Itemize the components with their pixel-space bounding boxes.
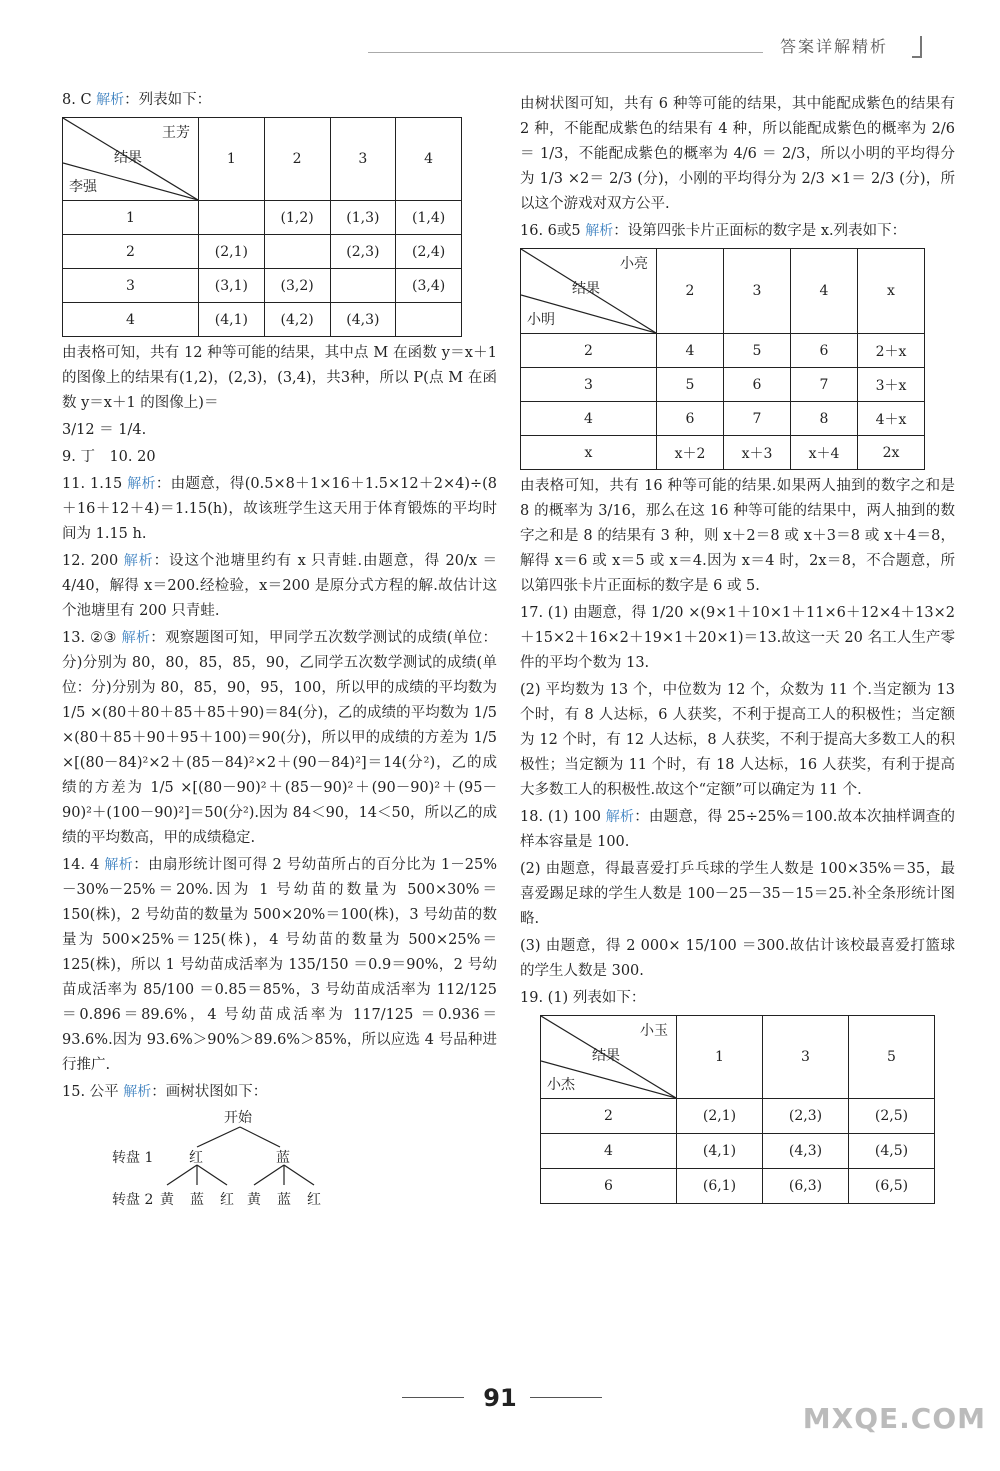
table-cell: (3,1) (199, 269, 265, 303)
table-row (521, 368, 925, 402)
tree-leaf: 蓝 (277, 1192, 291, 1208)
page-number: 91 (483, 1384, 517, 1412)
table-col-header-label: 王芳 (162, 125, 190, 141)
table-cell: (2,3) (330, 235, 396, 269)
table-cell: (3,4) (396, 269, 462, 303)
table-cell: (3,2) (264, 269, 330, 303)
q17-part1: 17. (1) 由题意，得 1/20 ×(9×1＋10×1＋11×6＋12×4＋13×2＋15×2＋16×2＋19×1＋20×1)＝13.故这一天 20 名工人生产零件的平均个数为 13. (520, 605, 955, 671)
tree-leaf: 黄 (160, 1192, 174, 1208)
footer-rule-right (530, 1397, 602, 1398)
table-cell: (1,3) (330, 201, 396, 235)
table-row (63, 201, 462, 235)
tree-leaf: 蓝 (190, 1192, 204, 1208)
header-rule (368, 52, 763, 53)
table-row (63, 235, 462, 269)
table-cell: (4,1) (677, 1134, 763, 1169)
q15-heading: 15. 公平 解析：画树状图如下： (62, 1084, 268, 1100)
q9-text: 9. 丁 10. 20 (62, 449, 156, 465)
table-cell: 2＋x (858, 334, 925, 368)
table-row-header: x (521, 436, 657, 470)
table-result-label: 结果 (114, 150, 142, 166)
table-col-header: 3 (763, 1016, 849, 1099)
q12-text: 12. 200 解析：设这个池塘里约有 x 只青蛙.由题意，得 20/x ＝ 4/40，解得 x＝200.经检验，x＝200 是原分式方程的解.故估计这个池塘里有 200 只青蛙. (62, 553, 498, 619)
table-cell: 2x (858, 436, 925, 470)
table-cell: (6,3) (763, 1169, 849, 1204)
tree-start: 开始 (224, 1110, 252, 1126)
table-result-label: 结果 (572, 281, 600, 297)
table-cell: x＋3 (724, 436, 791, 470)
q11-text: 11. 1.15 解析：由题意，得(0.5×8＋1×16＋1.5×12＋2×4)÷(8＋16＋12＋4)＝1.15(h)，故该班学生这天用于体育锻炼的平均时间为 1.15 h. (62, 476, 498, 542)
table-cell: (2,5) (849, 1099, 935, 1134)
q15-tree-diagram (62, 1107, 497, 1222)
q19-heading: 19. (1) 列表如下： (520, 990, 646, 1006)
q17-part2: (2) 平均数为 13 个，中位数为 12 个，众数为 11 个.当定额为 13 个时，有 8 人达标，6 人获奖，不利于提高工人的积极性；当定额为 12 个时，有 12 人达标，8 人获奖，不利于提高大多数工人的积极性；当定额为 11 个时，有 18 人达标，16 人获奖，有利于提高大多数工人的积极性.故这个“定额”可以确定为 11 个. (520, 682, 955, 798)
table-col-header: 3 (330, 118, 396, 201)
q16-table (520, 248, 925, 470)
watermark: MXQE.COM (802, 1402, 986, 1435)
table-col-header: 1 (677, 1016, 763, 1099)
table-row-header-label: 小杰 (547, 1077, 575, 1093)
q19-table (540, 1015, 935, 1204)
table-cell: 5 (724, 334, 791, 368)
diagonal-header-cell (541, 1016, 677, 1099)
tree-node-blue: 蓝 (276, 1150, 290, 1166)
diagonal-header-cell (63, 118, 199, 201)
right-column (520, 92, 955, 1208)
table-cell (396, 303, 462, 337)
table-row (521, 402, 925, 436)
table-row (521, 436, 925, 470)
table-row-header: 2 (63, 235, 199, 269)
table-row-header: 4 (63, 303, 199, 337)
q18-part2: (2) 由题意，得最喜爱打乒乓球的学生人数是 100×35%＝35，最喜爱踢足球的学生人数是 100－25－35－15＝25.补全条形统计图略. (520, 861, 955, 927)
table-col-header: 4 (791, 249, 858, 334)
table-cell: (1,4) (396, 201, 462, 235)
tree-level1-label: 转盘 1 (112, 1150, 154, 1166)
table-cell: 3＋x (858, 368, 925, 402)
header-title: 答案详解精析 (780, 37, 889, 56)
tree-leaf: 黄 (247, 1192, 261, 1208)
table-col-header: 3 (724, 249, 791, 334)
q16-heading: 16. 6或5 解析：设第四张卡片正面标的数字是 x.列表如下： (520, 223, 907, 239)
q8-table (62, 117, 462, 337)
table-col-header: x (858, 249, 925, 334)
table-cell: (4,3) (330, 303, 396, 337)
table-cell: (4,5) (849, 1134, 935, 1169)
q8-text: 由表格可知，共有 12 种等可能的结果，其中点 M 在函数 y＝x＋1 的图像上的结果有(1,2)，(2,3)，(3,4)，共3种，所以 P(点 M 在函数 y＝x＋1 的图像上)＝ (62, 345, 497, 411)
table-cell: (1,2) (264, 201, 330, 235)
table-cell: (4,2) (264, 303, 330, 337)
q18-part1: 18. (1) 100 解析：由题意，得 25÷25%＝100.故本次抽样调查的样本容量是 100. (520, 809, 956, 850)
table-cell: (2,1) (199, 235, 265, 269)
q8-tail: 3/12 ＝ 1/4. (62, 422, 147, 438)
table-row (63, 303, 462, 337)
table-row (521, 334, 925, 368)
table-cell: x＋4 (791, 436, 858, 470)
left-column (62, 88, 497, 1222)
table-row-header: 3 (63, 269, 199, 303)
q16-text: 由表格可知，共有 16 种等可能的结果.如果两人抽到的数字之和是 8 的概率为 3/16，那么在这 16 种等可能的结果中，两人抽到的数字之和是 8 的结果有 3 种，则 x＋2＝8 或 x＋3＝8 或 x＋4＝8，解得 x＝6 或 x＝5 或 x＝4.因为 x＝4 时，2x＝8，不合题意，所以第四张卡片正面标的数字是 6 或 5. (520, 478, 955, 594)
q13-text: 13. ②③ 解析：观察题图可知，甲同学五次数学测试的成绩(单位：分)分别为 80，80，85，85，90，乙同学五次数学测试的成绩(单位：分)分别为 80，85，90，95，100，所以甲的成绩的平均数为 1/5 ×(80＋80＋85＋85＋90)＝84(分)，乙的成绩的平均数为 1/5 ×(80＋85＋90＋95＋100)＝90(分)，所以甲的成绩的方差为 1/5 ×[(80－84)²×2＋(85－84)²×2＋(90－84)²]＝14(分²)，乙的成绩的方差为 1/5 ×[(80－90)²＋(85－90)²＋(90－90)²＋(95－90)²＋(100－90)²]＝50(分²).因为 84＜90，14＜50，所以乙的成绩的平均数高，甲的成绩稳定. (62, 630, 498, 846)
q14-text: 14. 4 解析：由扇形统计图可得 2 号幼苗所占的百分比为 1－25%－30%－25%＝20%.因为 1 号幼苗的数量为 500×30%＝150(株)，2 号幼苗的数量为 500×20%＝100(株)，3 号幼苗的数量为 500×25%＝125(株)，4 号幼苗的数量为 500×25%＝125(株)，所以 1 号幼苗成活率为 135/150 ＝0.9＝90%，2 号幼苗成活率为 85/100 ＝0.85＝85%，3 号幼苗成活率为 112/125 ＝0.896＝89.6%，4 号幼苗成活率为 117/125 ＝0.936＝93.6%.因为 93.6%＞90%＞89.6%＞85%，所以应选 4 号品种进行推广. (62, 857, 497, 1073)
table-col-header: 1 (199, 118, 265, 201)
table-result-label: 结果 (592, 1048, 620, 1064)
table-row-header: 2 (521, 334, 657, 368)
table-cell: 5 (657, 368, 724, 402)
tree-leaf: 红 (307, 1192, 321, 1208)
table-row-header: 2 (541, 1099, 677, 1134)
table-row (541, 1169, 935, 1204)
table-row (541, 1134, 935, 1169)
table-row-header: 3 (521, 368, 657, 402)
header-bracket (912, 36, 922, 58)
table-row-header: 4 (541, 1134, 677, 1169)
table-cell (264, 235, 330, 269)
table-row-header-label: 小明 (527, 312, 555, 328)
table-row-header: 6 (541, 1169, 677, 1204)
table-cell: x＋2 (657, 436, 724, 470)
diagonal-header-cell (521, 249, 657, 334)
table-cell: (6,5) (849, 1169, 935, 1204)
tree-node-red: 红 (189, 1150, 203, 1166)
table-col-header-label: 小玉 (640, 1023, 668, 1039)
table-cell (199, 201, 265, 235)
table-row (541, 1099, 935, 1134)
q18-part3: (3) 由题意，得 2 000× 15/100 ＝300.故估计该校最喜爱打篮球的学生人数是 300. (520, 938, 955, 979)
table-cell: (4,1) (199, 303, 265, 337)
table-cell: 6 (657, 402, 724, 436)
table-cell: 4 (657, 334, 724, 368)
table-cell: (2,4) (396, 235, 462, 269)
q15-text: 由树状图可知，共有 6 种等可能的结果，其中能配成紫色的结果有 2 种，不能配成紫色的结果有 4 种，所以能配成紫色的概率为 2/6 ＝ 1/3，不能配成紫色的概率为 4/6 ＝ 2/3，所以小明的平均得分为 1/3 ×2＝ 2/3 (分)，小刚的平均得分为 2/3 ×1＝ 2/3 (分)，所以这个游戏对双方公平. (520, 96, 955, 212)
table-col-header: 2 (657, 249, 724, 334)
table-cell: 6 (791, 334, 858, 368)
table-cell: 4＋x (858, 402, 925, 436)
table-cell: 8 (791, 402, 858, 436)
table-cell: 6 (724, 368, 791, 402)
table-row-header-label: 李强 (69, 179, 97, 195)
tree-leaf: 红 (220, 1192, 234, 1208)
table-cell: (4,3) (763, 1134, 849, 1169)
table-row-header: 1 (63, 201, 199, 235)
table-cell: 7 (791, 368, 858, 402)
table-col-header: 4 (396, 118, 462, 201)
tree-level2-label: 转盘 2 (112, 1192, 154, 1208)
table-cell: 7 (724, 402, 791, 436)
table-cell (330, 269, 396, 303)
table-row (63, 269, 462, 303)
table-col-header: 5 (849, 1016, 935, 1099)
table-col-header-label: 小亮 (620, 256, 648, 272)
table-cell: (2,1) (677, 1099, 763, 1134)
q8-heading: 8. C 解析：列表如下： (62, 92, 212, 108)
table-row-header: 4 (521, 402, 657, 436)
table-cell: (2,3) (763, 1099, 849, 1134)
table-col-header: 2 (264, 118, 330, 201)
table-cell: (6,1) (677, 1169, 763, 1204)
